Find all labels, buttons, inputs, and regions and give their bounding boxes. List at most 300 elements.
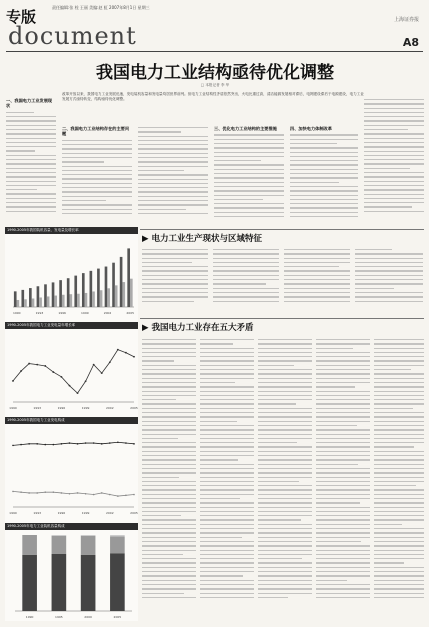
text-line xyxy=(258,360,312,361)
text-line xyxy=(290,216,358,217)
text-line xyxy=(214,164,284,165)
text-line xyxy=(200,356,254,357)
data-point xyxy=(117,441,119,443)
text-line xyxy=(316,403,370,404)
text-line xyxy=(258,494,312,495)
data-point xyxy=(133,356,135,358)
series-line xyxy=(13,491,134,496)
tick-label: 1996 xyxy=(58,311,66,315)
text-line xyxy=(290,169,358,170)
bar xyxy=(82,273,85,307)
text-line xyxy=(62,161,104,162)
text-line xyxy=(200,541,254,542)
bar xyxy=(127,248,130,307)
text-line xyxy=(62,148,132,149)
text-line xyxy=(316,550,370,551)
text-line xyxy=(316,502,360,503)
text-line xyxy=(316,352,370,353)
text-line xyxy=(374,597,424,598)
text-line xyxy=(258,429,312,430)
text-line xyxy=(374,558,424,559)
text-line xyxy=(364,206,412,207)
tick-label: 1999 xyxy=(81,511,90,515)
text-line xyxy=(374,554,424,555)
section2-column-1 xyxy=(142,336,196,621)
text-line xyxy=(316,554,370,555)
chart-title: 1990-2005年我国电力工业发电量年增长率 xyxy=(5,322,138,329)
data-point xyxy=(53,491,55,493)
bar xyxy=(52,282,55,307)
text-line xyxy=(200,550,254,551)
text-line xyxy=(364,112,424,113)
text-line xyxy=(316,571,370,572)
text-line xyxy=(138,183,208,184)
bar xyxy=(120,257,123,307)
bar-segment xyxy=(22,535,37,555)
text-line xyxy=(364,146,424,147)
text-line xyxy=(374,528,424,529)
text-line xyxy=(142,459,196,460)
text-line xyxy=(258,588,312,589)
text-line xyxy=(200,455,254,456)
section1-column-3 xyxy=(284,246,350,310)
text-line xyxy=(258,545,312,546)
text-line xyxy=(138,140,208,141)
text-line xyxy=(214,177,284,178)
lead-paragraph: 改革开放以来，我国电力工业发展迅速，发电装机容量和发电量均居世界前列。但电力工业结构性矛盾依然突出，火电比重过高，清洁能源发展相对滞后，电网建设滞后于电源建设，电力工业发展方式亟待转变，结构亟待优化调整。 xyxy=(62,92,364,101)
text-line xyxy=(355,249,392,250)
text-line xyxy=(214,173,284,174)
text-line xyxy=(316,339,370,340)
bar-segment xyxy=(22,555,37,611)
data-point xyxy=(12,445,14,447)
bar xyxy=(112,263,115,307)
column-text xyxy=(62,140,132,214)
text-line xyxy=(142,438,178,439)
text-line xyxy=(142,296,208,297)
text-line xyxy=(138,204,208,205)
text-line xyxy=(62,174,132,175)
text-line xyxy=(374,580,424,581)
text-line xyxy=(213,253,279,254)
data-point xyxy=(117,495,119,497)
text-line xyxy=(142,593,184,594)
text-line xyxy=(258,399,312,400)
text-line xyxy=(258,412,312,413)
text-line xyxy=(142,562,196,563)
chart-2 xyxy=(5,322,138,412)
text-line xyxy=(214,134,284,135)
text-line xyxy=(214,152,284,153)
text-line xyxy=(142,502,196,503)
text-line xyxy=(258,584,312,585)
text-line xyxy=(290,186,358,187)
section-heading: ▶ 我国电力工业存在五大矛盾 xyxy=(142,323,254,333)
text-line xyxy=(364,176,424,177)
text-line xyxy=(200,477,254,478)
article-column-5 xyxy=(290,124,358,224)
text-line xyxy=(258,365,294,366)
text-line xyxy=(200,515,254,516)
text-line xyxy=(374,515,424,516)
section2-column-4 xyxy=(316,336,370,621)
text-line xyxy=(364,155,424,156)
text-line xyxy=(290,177,358,178)
text-line xyxy=(213,270,279,271)
text-line xyxy=(142,489,196,490)
text-line xyxy=(284,253,350,254)
text-line xyxy=(284,270,350,271)
tick-label: 2002 xyxy=(103,311,112,315)
text-line xyxy=(200,481,254,482)
text-line xyxy=(200,498,240,499)
text-line xyxy=(290,160,358,161)
text-line xyxy=(142,416,196,417)
text-line xyxy=(200,386,254,387)
text-line xyxy=(200,545,254,546)
text-line xyxy=(62,153,132,154)
text-line xyxy=(62,196,132,197)
text-line xyxy=(200,438,254,439)
text-line xyxy=(138,209,186,210)
text-line xyxy=(316,597,370,598)
text-line xyxy=(214,203,284,204)
subhead: 一、我国电力工业发展现状 xyxy=(6,98,53,109)
page-number: A8 xyxy=(402,36,419,49)
text-line xyxy=(142,258,208,259)
data-point xyxy=(133,494,135,496)
text-line xyxy=(364,129,408,130)
text-line xyxy=(258,464,312,465)
text-line xyxy=(374,537,424,538)
text-line xyxy=(258,425,312,426)
text-line xyxy=(214,212,284,213)
text-line xyxy=(200,408,254,409)
text-line xyxy=(200,519,254,520)
text-line xyxy=(138,187,208,188)
text-line xyxy=(142,519,196,520)
bar xyxy=(107,288,110,307)
text-line xyxy=(142,360,174,361)
data-point xyxy=(52,371,54,373)
text-line xyxy=(374,382,424,383)
text-line xyxy=(200,588,254,589)
bar xyxy=(105,267,108,307)
text-line xyxy=(364,151,424,152)
text-line xyxy=(316,562,370,563)
column-text xyxy=(142,339,196,598)
text-line xyxy=(6,202,56,203)
text-line xyxy=(142,485,196,486)
text-line xyxy=(316,485,370,486)
text-line xyxy=(142,352,196,353)
column-text xyxy=(355,249,423,302)
text-line xyxy=(142,395,196,396)
text-line xyxy=(200,494,254,495)
text-line xyxy=(200,360,254,361)
text-line xyxy=(364,168,410,169)
text-line xyxy=(142,399,176,400)
text-line xyxy=(290,173,358,174)
data-point xyxy=(125,495,127,497)
line-chart-structure xyxy=(5,425,138,517)
bar xyxy=(44,284,47,307)
bar xyxy=(37,286,40,307)
text-line xyxy=(214,169,284,170)
text-line xyxy=(316,451,370,452)
tick-label: 2000 xyxy=(84,615,92,619)
text-line xyxy=(316,558,370,559)
text-line xyxy=(142,378,196,379)
text-line xyxy=(138,191,208,192)
text-line xyxy=(6,150,35,151)
text-line xyxy=(316,429,370,430)
text-line xyxy=(200,365,254,366)
text-line xyxy=(316,575,370,576)
text-line xyxy=(258,446,312,447)
text-line xyxy=(290,203,358,204)
text-line xyxy=(6,185,56,186)
text-line xyxy=(284,301,350,302)
text-line xyxy=(374,550,424,551)
data-point xyxy=(44,444,46,446)
text-line xyxy=(258,416,312,417)
bar xyxy=(14,291,17,307)
text-line xyxy=(142,266,208,267)
byline: □ 本报记者 李 华 xyxy=(200,83,230,87)
text-line xyxy=(200,511,254,512)
tick-label: 1990 xyxy=(25,615,34,619)
text-line xyxy=(364,103,424,104)
text-line xyxy=(214,195,284,196)
text-line xyxy=(316,365,370,366)
text-line xyxy=(142,464,196,465)
data-point xyxy=(20,491,22,493)
data-point xyxy=(77,492,79,494)
text-line xyxy=(258,567,312,568)
text-line xyxy=(364,211,424,212)
text-line xyxy=(142,468,196,469)
text-line xyxy=(62,209,132,210)
text-line xyxy=(258,481,299,482)
text-line xyxy=(138,144,208,145)
text-line xyxy=(316,494,370,495)
text-line xyxy=(374,593,424,594)
text-line xyxy=(316,421,370,422)
headline: 我国电力工业结构亟待优化调整 xyxy=(96,63,334,83)
section2-column-2 xyxy=(200,336,254,621)
text-line xyxy=(142,446,196,447)
text-line xyxy=(142,275,208,276)
text-line xyxy=(138,200,208,201)
text-line xyxy=(142,524,196,525)
text-line xyxy=(6,142,56,143)
text-line xyxy=(258,498,312,499)
text-line xyxy=(316,498,370,499)
tick-label: 1993 xyxy=(35,311,44,315)
data-point xyxy=(133,443,135,445)
text-line xyxy=(374,562,404,563)
bar-chart-composition xyxy=(5,531,138,621)
article-column-2 xyxy=(62,124,132,224)
text-line xyxy=(200,567,254,568)
text-line xyxy=(142,365,196,366)
text-line xyxy=(258,421,312,422)
text-line xyxy=(316,524,370,525)
tick-label: 1996 xyxy=(57,511,66,515)
bar xyxy=(62,295,65,307)
article-column-4 xyxy=(214,124,284,224)
text-line xyxy=(62,178,132,179)
text-line xyxy=(374,408,413,409)
text-line xyxy=(355,266,423,267)
column-text xyxy=(290,134,358,217)
text-line xyxy=(213,262,279,263)
text-line xyxy=(374,498,424,499)
text-line xyxy=(258,477,312,478)
text-line xyxy=(138,153,208,154)
text-line xyxy=(316,468,370,469)
chart-3 xyxy=(5,417,138,517)
data-point xyxy=(69,493,71,495)
data-point xyxy=(53,444,55,446)
text-line xyxy=(290,156,358,157)
text-line xyxy=(200,528,254,529)
tick-label: 1996 xyxy=(57,406,66,410)
data-point xyxy=(77,443,79,445)
article-column-3 xyxy=(138,124,208,224)
data-point xyxy=(69,385,71,387)
text-line xyxy=(6,116,56,117)
bar-segment xyxy=(52,536,67,554)
text-line xyxy=(364,163,424,164)
column-text xyxy=(142,249,208,302)
text-line xyxy=(200,485,254,486)
text-line xyxy=(316,580,347,581)
text-line xyxy=(316,541,361,542)
text-line xyxy=(138,157,208,158)
text-line xyxy=(214,199,263,200)
text-line xyxy=(200,382,235,383)
text-line xyxy=(374,373,424,374)
text-line xyxy=(258,507,312,508)
text-line xyxy=(364,125,424,126)
text-line xyxy=(258,438,312,439)
text-line xyxy=(258,395,312,396)
bar xyxy=(32,299,35,308)
text-line xyxy=(374,446,414,447)
text-line xyxy=(364,120,424,121)
text-line xyxy=(258,541,312,542)
bar-segment xyxy=(81,555,96,611)
text-line xyxy=(142,292,208,293)
text-line xyxy=(142,537,196,538)
text-line xyxy=(142,558,196,559)
section-heading: ▶ 电力工业生产现状与区域特征 xyxy=(142,234,262,244)
tick-label: 1995 xyxy=(55,615,63,619)
text-line xyxy=(284,262,350,263)
text-line xyxy=(142,494,196,495)
text-line xyxy=(258,343,312,344)
text-line xyxy=(374,472,424,473)
text-line xyxy=(290,190,358,191)
column-text xyxy=(284,249,350,302)
text-line xyxy=(258,382,312,383)
text-line xyxy=(374,464,424,465)
text-line xyxy=(316,442,370,443)
text-line xyxy=(316,537,370,538)
data-point xyxy=(101,443,103,445)
text-line xyxy=(200,373,254,374)
text-line xyxy=(213,296,279,297)
text-line xyxy=(290,195,358,196)
text-line xyxy=(316,532,370,533)
text-line xyxy=(62,200,106,201)
text-line xyxy=(316,481,370,482)
text-line xyxy=(258,528,312,529)
text-line xyxy=(258,386,312,387)
text-line xyxy=(258,554,312,555)
text-line xyxy=(6,198,56,199)
text-line xyxy=(200,425,254,426)
text-line xyxy=(214,190,284,191)
tick-label: 1990 xyxy=(9,406,17,410)
text-line xyxy=(290,164,358,165)
text-line xyxy=(374,584,424,585)
text-line xyxy=(6,112,34,113)
text-line xyxy=(142,472,196,473)
text-line xyxy=(374,575,424,576)
text-line xyxy=(142,301,194,302)
bar xyxy=(59,280,62,307)
text-line xyxy=(142,339,196,340)
text-line xyxy=(142,498,196,499)
text-line xyxy=(374,421,424,422)
text-line xyxy=(258,489,312,490)
text-line xyxy=(142,575,196,576)
text-line xyxy=(142,408,196,409)
text-line xyxy=(200,571,254,572)
text-line xyxy=(200,416,254,417)
text-line xyxy=(200,532,254,533)
text-line xyxy=(284,279,350,280)
text-line xyxy=(6,206,56,207)
bar xyxy=(54,296,57,307)
tick-label: 2005 xyxy=(130,511,138,515)
text-line xyxy=(200,399,254,400)
text-line xyxy=(6,189,37,190)
text-line xyxy=(316,519,370,520)
text-line xyxy=(258,339,312,340)
text-line xyxy=(142,580,196,581)
text-line xyxy=(290,143,337,144)
text-line xyxy=(258,455,312,456)
data-point xyxy=(61,492,63,494)
text-line xyxy=(200,584,254,585)
text-line xyxy=(364,189,424,190)
text-line xyxy=(364,142,424,143)
text-line xyxy=(62,170,132,171)
text-line xyxy=(284,283,350,284)
text-line xyxy=(142,554,183,555)
text-line xyxy=(316,545,370,546)
bar-segment xyxy=(110,553,125,611)
data-point xyxy=(28,443,30,445)
text-line xyxy=(258,550,312,551)
text-line xyxy=(258,472,312,473)
text-line xyxy=(374,348,424,349)
bar xyxy=(24,299,27,307)
